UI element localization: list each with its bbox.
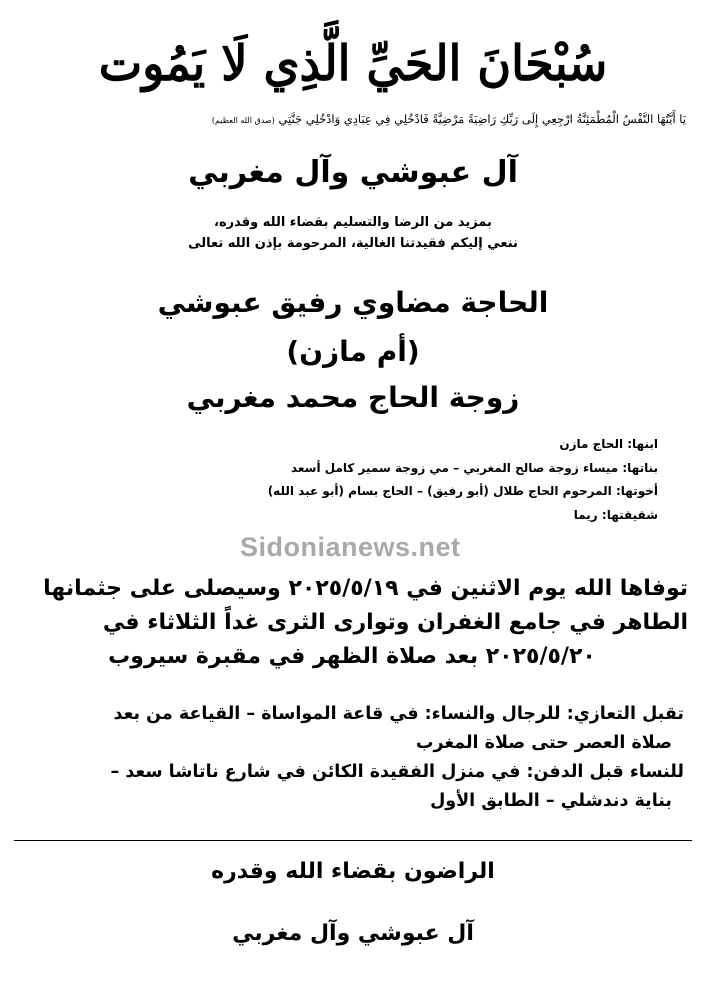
condolences-line-3: للنساء قبل الدفن: في منزل الفقيدة الكائن في شارع ناتاشا سعد –: [110, 762, 684, 782]
families-title: آل عبوشي وآل مغربي: [188, 155, 518, 190]
closing-families: آل عبوشي وآل مغربي: [232, 921, 474, 946]
intro-text: [0, 212, 706, 254]
quran-verse: [16, 110, 686, 130]
verse-attribution: (صدق الله العظيم): [211, 116, 275, 125]
condolences-line-4: بناية دندشلي – الطابق الأول: [430, 791, 672, 811]
condolences-line-2: صلاة العصر حتى صلاة المغرب: [415, 733, 672, 753]
deceased-kunya: (أم مازن): [286, 335, 420, 368]
deceased-spouse: زوجة الحاج محمد مغربي: [186, 381, 520, 414]
relative-value: ريما: [573, 507, 598, 522]
intro-line-1: بمزيد من الرضا والتسليم بقضاء الله وقدره،: [214, 215, 492, 230]
divider: [14, 840, 692, 841]
announcement-line-3: ٢٠٢٥/٥/٢٠ بعد صلاة الظهر في مقبرة سيروب: [108, 644, 596, 669]
deceased-name: الحاجة مضاوي رفيق عبوشي: [157, 286, 549, 319]
intro-line-2: ننعي إليكم فقيدتنا الغالية، المرحومة بإذن الله تعالى: [188, 236, 518, 251]
death-announcement: [16, 572, 688, 674]
condolences-line-1: تقبل التعازي: للرجال والنساء: في قاعة المواساة – القياعة من بعد: [113, 704, 684, 724]
verse-text: يَا أَيَّتُهَا النَّفْسُ الْمُطْمَئِنَّةُ ارْجِعِي إِلَى رَبِّكِ رَاضِيَةً مَرْضِيَّةً فَادْخُلِي فِي عِبَادِي وَادْخُلِي جَنَّتِي: [278, 112, 686, 126]
relative-brothers: [28, 480, 658, 504]
relative-son: [28, 433, 658, 457]
relative-label: أخوتها:: [615, 484, 658, 498]
relative-label: ابنها:: [627, 437, 658, 451]
condolences-info: [16, 700, 684, 816]
announcement-line-1: توفاها الله يوم الاثنين في ٢٠٢٥/٥/١٩ وسيصلى على جثمانها: [43, 576, 688, 601]
calligraphy-heading: سُبْحَانَ الحَيِّ الَّذِي لَا يَمُوت: [98, 34, 608, 92]
relative-value: المرحوم الحاج طلال (أبو رفيق) – الحاج بسام (أبو عبد الله): [267, 484, 612, 498]
announcement-line-2: الطاهر في جامع الغفران وتوارى الثرى غداً الثلاثاء في: [102, 610, 688, 635]
watermark: Sidonianews.net: [240, 532, 461, 562]
relative-value: الحاج مازن: [559, 437, 624, 451]
relative-daughters: [28, 457, 658, 481]
relative-label: شقيقتها:: [601, 507, 658, 522]
relative-sister: [28, 504, 658, 528]
relative-value: ميساء زوجة صالح المغربي – مي زوجة سمير كامل أسعد: [290, 460, 619, 475]
relatives-list: [28, 433, 658, 527]
closing-line-1: الراضون بقضاء الله وقدره: [211, 859, 495, 884]
relative-label: بناتها:: [622, 460, 658, 475]
